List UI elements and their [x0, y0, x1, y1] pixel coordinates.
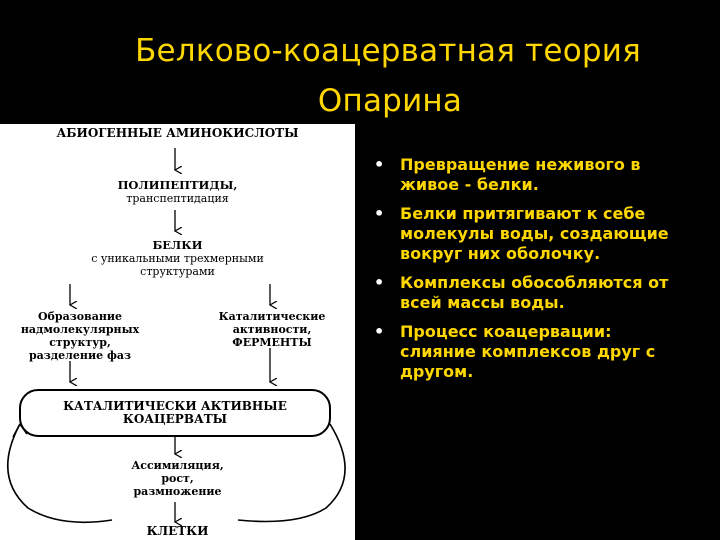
slide-title-line-2: Опарина [317, 83, 463, 119]
proteins-label: БЕЛКИ [152, 238, 203, 252]
diagram-formation: Образование надмолекулярных структур, разделение фаз [20, 310, 140, 362]
unique-structures-line-1: с уникальными трехмерными [91, 252, 264, 265]
oparin-flow-diagram [0, 124, 355, 540]
diagram-proteins [0, 239, 355, 278]
diagram-assimilation: Ассимиляция, рост, размножение [131, 459, 224, 498]
bullet-item [374, 155, 674, 195]
polypeptides-label: ПОЛИПЕПТИДЫ, [117, 178, 238, 192]
bullet-item [374, 204, 674, 264]
transpeptidation-label: транспептидация [126, 192, 229, 205]
bullet-marker: • [374, 204, 385, 223]
bullet-text: Процесс коацервации: слияние комплексов друг с другом. [400, 322, 656, 381]
bullet-item [374, 322, 674, 382]
unique-structures-line-2: структурами [140, 265, 215, 278]
bullet-list [374, 155, 674, 391]
diagram-coacervates: КАТАЛИТИЧЕСКИ АКТИВНЫЕ КОАЦЕРВАТЫ [63, 399, 287, 426]
bullet-marker: • [374, 273, 385, 292]
bullet-marker: • [374, 322, 385, 341]
diagram-catalytic: Каталитические активности, ФЕРМЕНТЫ [218, 310, 326, 349]
bullet-text: Белки притягивают к себе молекулы воды, создающие вокруг них оболочку. [400, 204, 669, 263]
slide-title-line-1: Белково-коацерватная теория [135, 33, 641, 69]
diagram-cells: КЛЕТКИ [146, 524, 209, 538]
slide-title [0, 26, 720, 126]
bullet-text: Комплексы обособляются от всей массы воды. [400, 273, 669, 312]
diagram-polypeptides [0, 179, 355, 205]
bullet-text: Превращение неживого в живое - белки. [400, 155, 641, 194]
diagram-aminoacids: АБИОГЕННЫЕ АМИНОКИСЛОТЫ [56, 126, 299, 140]
bullet-item [374, 273, 674, 313]
bullet-marker: • [374, 155, 385, 174]
